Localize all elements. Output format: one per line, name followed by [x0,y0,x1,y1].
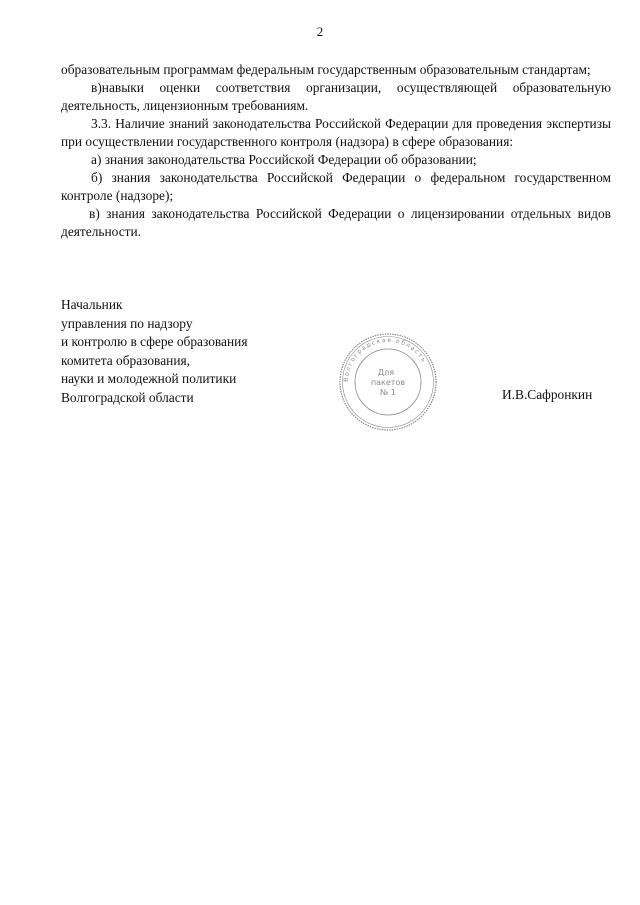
position-line: и контролю в сфере образования [61,334,248,349]
paragraph-item-v-skills: в)навыки оценки соответствия организации, осуществляющей образовательную деятельность, лицензионным требованиям. [61,80,611,113]
paragraph-item-v-knowledge: в) знания законодательства Российской Федерации о лицензировании отдельных видов деятельности. [61,206,611,239]
position-line: Волгоградской области [61,389,194,405]
signer-name: И.В.Сафронкин [502,387,593,402]
position-line: науки и молодежной политики [61,371,237,386]
seal-ring-text: Волгоградская область [342,336,428,383]
signature-position-block [61,296,301,407]
position-line: управления по надзору [61,315,193,331]
position-line: Начальник [61,297,123,312]
document-body [61,61,611,241]
paragraph-item-a: а) знания законодательства Российской Федерации об образовании; [91,152,477,167]
paragraph-section-3-3: 3.3. Наличие знаний законодательства Российской Федерации для проведения экспертизы при осуществлении государственного контроля (надзора) в сфере образования: [61,116,611,149]
page-number: 2 [316,24,324,39]
seal-center-line: пакетов [370,378,406,387]
seal-center-line: Для [377,368,395,377]
official-seal-stamp [338,332,438,432]
position-line: комитета образования, [61,352,190,368]
paragraph-continuation: образовательным программам федеральным государственным образовательным стандартам; [61,62,591,77]
seal-center-line: № 1 [380,388,396,397]
paragraph-item-b: б) знания законодательства Российской Федерации о федеральном государственном контроле (надзоре); [61,170,611,203]
